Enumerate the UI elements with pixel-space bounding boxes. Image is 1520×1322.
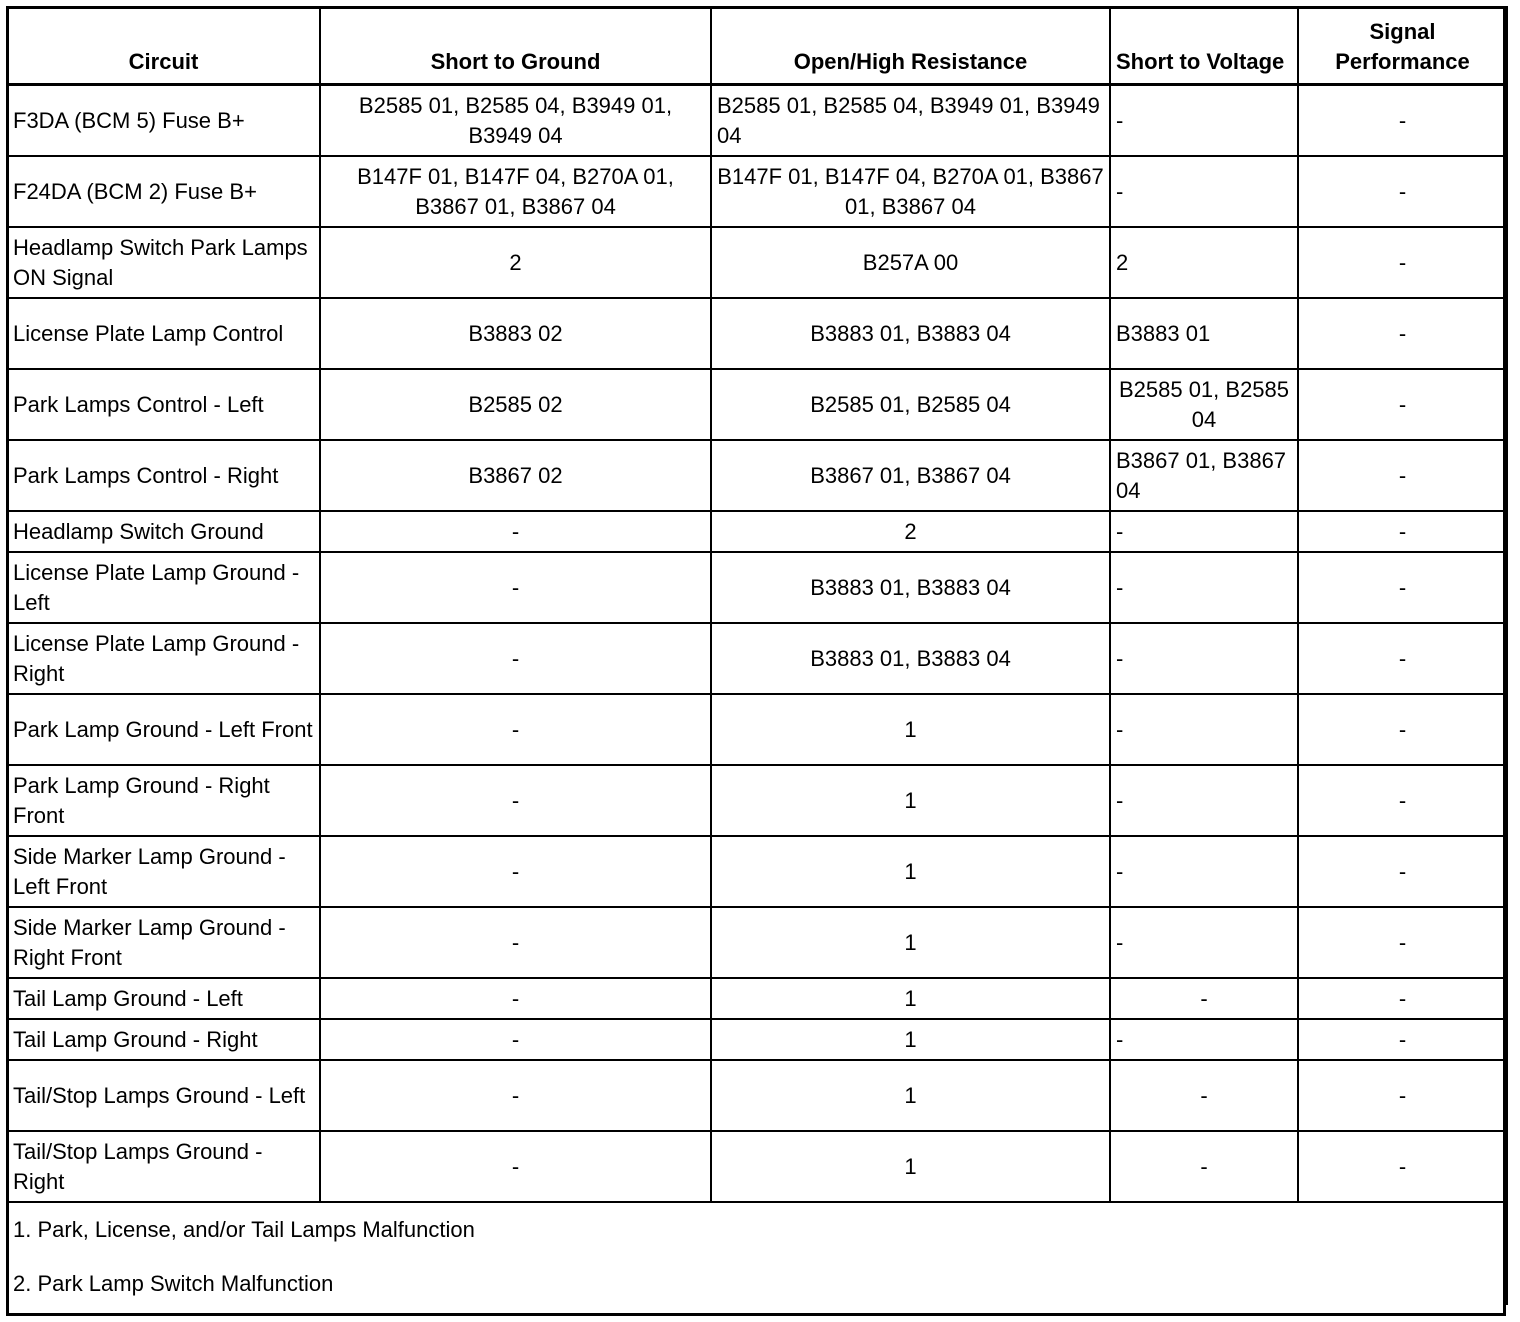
circuit-cell: Headlamp Switch Ground xyxy=(7,511,320,552)
short-to-ground-cell: - xyxy=(320,978,711,1019)
circuit-cell: Headlamp Switch Park Lamps ON Signal xyxy=(7,227,320,298)
short-to-voltage-cell: - xyxy=(1110,1131,1298,1202)
table-row xyxy=(7,369,1507,440)
table-row xyxy=(7,552,1507,623)
short-to-ground-cell: - xyxy=(320,1060,711,1131)
circuit-cell: License Plate Lamp Ground - Left xyxy=(7,552,320,623)
short-to-ground-cell: B3883 02 xyxy=(320,298,711,369)
circuit-cell: Tail Lamp Ground - Left xyxy=(7,978,320,1019)
short-to-ground-cell: - xyxy=(320,623,711,694)
signal-performance-cell: - xyxy=(1298,552,1507,623)
circuit-cell: License Plate Lamp Control xyxy=(7,298,320,369)
header-circuit: Circuit xyxy=(7,7,320,85)
diagnostic-table xyxy=(6,6,1508,1305)
signal-performance-cell: - xyxy=(1298,440,1507,511)
header-row xyxy=(7,7,1507,85)
notes-cell xyxy=(7,1202,1507,1305)
signal-performance-cell: - xyxy=(1298,694,1507,765)
signal-performance-cell: - xyxy=(1298,836,1507,907)
circuit-cell: F24DA (BCM 2) Fuse B+ xyxy=(7,156,320,227)
signal-performance-cell: - xyxy=(1298,765,1507,836)
open-high-resistance-cell: 1 xyxy=(711,1019,1110,1060)
table-row xyxy=(7,623,1507,694)
table-row xyxy=(7,1131,1507,1202)
signal-performance-cell: - xyxy=(1298,85,1507,157)
signal-performance-cell: - xyxy=(1298,623,1507,694)
table-row xyxy=(7,298,1507,369)
footnote-1: 1. Park, License, and/or Tail Lamps Malfunction xyxy=(13,1217,475,1242)
open-high-resistance-cell: 1 xyxy=(711,978,1110,1019)
short-to-voltage-cell: - xyxy=(1110,907,1298,978)
short-to-ground-cell: - xyxy=(320,1131,711,1202)
short-to-ground-cell: - xyxy=(320,836,711,907)
short-to-voltage-cell: B3867 01, B3867 04 xyxy=(1110,440,1298,511)
table-row xyxy=(7,765,1507,836)
circuit-cell: Tail/Stop Lamps Ground - Left xyxy=(7,1060,320,1131)
short-to-voltage-cell: B3883 01 xyxy=(1110,298,1298,369)
table-row xyxy=(7,511,1507,552)
short-to-voltage-cell: - xyxy=(1110,978,1298,1019)
short-to-ground-cell: - xyxy=(320,765,711,836)
table-row xyxy=(7,836,1507,907)
short-to-ground-cell: B2585 01, B2585 04, B3949 01, B3949 04 xyxy=(320,85,711,157)
signal-performance-cell: - xyxy=(1298,907,1507,978)
short-to-ground-cell: B2585 02 xyxy=(320,369,711,440)
table-row xyxy=(7,227,1507,298)
table-row xyxy=(7,1060,1507,1131)
open-high-resistance-cell: B147F 01, B147F 04, B270A 01, B3867 01, B3867 04 xyxy=(711,156,1110,227)
open-high-resistance-cell: 1 xyxy=(711,1060,1110,1131)
short-to-voltage-cell: - xyxy=(1110,156,1298,227)
header-open-high-resistance: Open/High Resistance xyxy=(711,7,1110,85)
signal-performance-cell: - xyxy=(1298,369,1507,440)
table-row xyxy=(7,907,1507,978)
circuit-cell: Tail/Stop Lamps Ground - Right xyxy=(7,1131,320,1202)
signal-performance-cell: - xyxy=(1298,227,1507,298)
open-high-resistance-cell: 2 xyxy=(711,511,1110,552)
open-high-resistance-cell: 1 xyxy=(711,836,1110,907)
short-to-voltage-cell: - xyxy=(1110,85,1298,157)
short-to-ground-cell: - xyxy=(320,907,711,978)
short-to-voltage-cell: - xyxy=(1110,694,1298,765)
short-to-ground-cell: - xyxy=(320,694,711,765)
header-short-to-voltage: Short to Voltage xyxy=(1110,7,1298,85)
short-to-ground-cell: - xyxy=(320,511,711,552)
signal-performance-cell: - xyxy=(1298,1019,1507,1060)
open-high-resistance-cell: 1 xyxy=(711,765,1110,836)
circuit-cell: Park Lamps Control - Left xyxy=(7,369,320,440)
open-high-resistance-cell: B3883 01, B3883 04 xyxy=(711,623,1110,694)
header-signal-performance: Signal Performance xyxy=(1298,7,1507,85)
open-high-resistance-cell: 1 xyxy=(711,1131,1110,1202)
short-to-ground-cell: - xyxy=(320,1019,711,1060)
circuit-cell: Tail Lamp Ground - Right xyxy=(7,1019,320,1060)
header-short-to-ground: Short to Ground xyxy=(320,7,711,85)
short-to-ground-cell: - xyxy=(320,552,711,623)
table-row xyxy=(7,978,1507,1019)
table-row xyxy=(7,1019,1507,1060)
signal-performance-cell: - xyxy=(1298,1131,1507,1202)
short-to-voltage-cell: 2 xyxy=(1110,227,1298,298)
open-high-resistance-cell: B3883 01, B3883 04 xyxy=(711,552,1110,623)
open-high-resistance-cell: B2585 01, B2585 04 xyxy=(711,369,1110,440)
short-to-voltage-cell: - xyxy=(1110,552,1298,623)
short-to-ground-cell: B3867 02 xyxy=(320,440,711,511)
footnote-2: 2. Park Lamp Switch Malfunction xyxy=(13,1271,334,1296)
notes-row xyxy=(7,1202,1507,1305)
short-to-voltage-cell: - xyxy=(1110,1060,1298,1131)
open-high-resistance-cell: B3883 01, B3883 04 xyxy=(711,298,1110,369)
signal-performance-cell: - xyxy=(1298,511,1507,552)
open-high-resistance-cell: B2585 01, B2585 04, B3949 01, B3949 04 xyxy=(711,85,1110,157)
open-high-resistance-cell: B3867 01, B3867 04 xyxy=(711,440,1110,511)
signal-performance-cell: - xyxy=(1298,1060,1507,1131)
open-high-resistance-cell: 1 xyxy=(711,694,1110,765)
circuit-cell: Park Lamp Ground - Left Front xyxy=(7,694,320,765)
signal-performance-cell: - xyxy=(1298,156,1507,227)
short-to-ground-cell: 2 xyxy=(320,227,711,298)
circuit-cell: F3DA (BCM 5) Fuse B+ xyxy=(7,85,320,157)
circuit-cell: License Plate Lamp Ground - Right xyxy=(7,623,320,694)
open-high-resistance-cell: 1 xyxy=(711,907,1110,978)
circuit-cell: Side Marker Lamp Ground - Left Front xyxy=(7,836,320,907)
short-to-voltage-cell: - xyxy=(1110,1019,1298,1060)
circuit-cell: Park Lamps Control - Right xyxy=(7,440,320,511)
table-row xyxy=(7,156,1507,227)
signal-performance-cell: - xyxy=(1298,978,1507,1019)
open-high-resistance-cell: B257A 00 xyxy=(711,227,1110,298)
table-row xyxy=(7,694,1507,765)
circuit-cell: Park Lamp Ground - Right Front xyxy=(7,765,320,836)
signal-performance-cell: - xyxy=(1298,298,1507,369)
short-to-voltage-cell: - xyxy=(1110,511,1298,552)
short-to-voltage-cell: - xyxy=(1110,765,1298,836)
short-to-voltage-cell: - xyxy=(1110,623,1298,694)
circuit-cell: Side Marker Lamp Ground - Right Front xyxy=(7,907,320,978)
table-row xyxy=(7,85,1507,157)
short-to-voltage-cell: B2585 01, B2585 04 xyxy=(1110,369,1298,440)
short-to-ground-cell: B147F 01, B147F 04, B270A 01, B3867 01, B3867 04 xyxy=(320,156,711,227)
table-row xyxy=(7,440,1507,511)
short-to-voltage-cell: - xyxy=(1110,836,1298,907)
